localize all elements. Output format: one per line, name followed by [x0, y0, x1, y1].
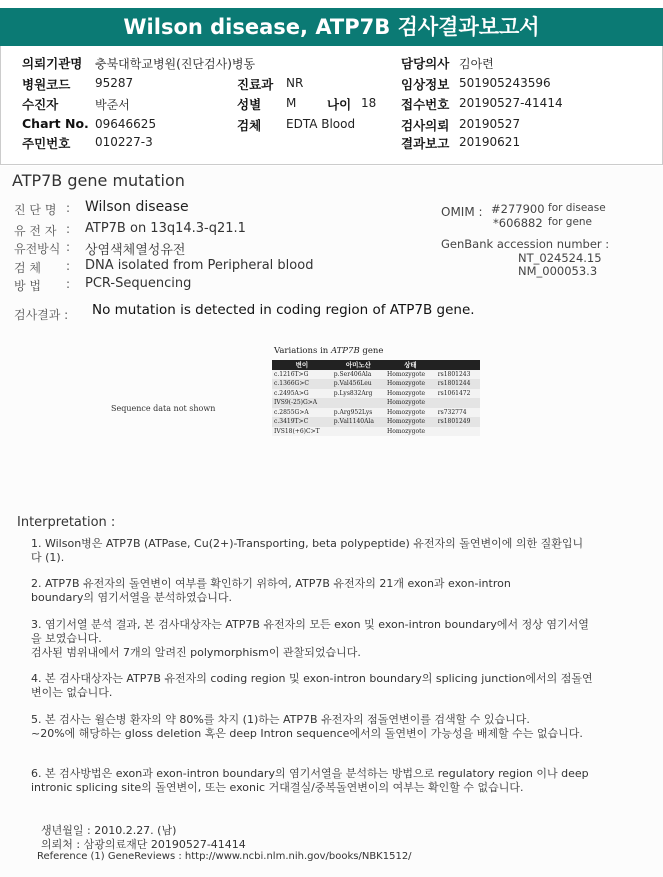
variations-body [272, 370, 480, 437]
chart-label: Chart No. [22, 116, 89, 131]
variation-cell: p.Arg952Lys [332, 408, 385, 418]
age-value: 18 [361, 96, 377, 110]
variation-row [272, 417, 480, 427]
department-value: NR [286, 76, 304, 90]
variations-header-cell: 아미노산 [332, 360, 385, 370]
variations-title-gene: ATP7B [330, 346, 360, 356]
colon: : [66, 240, 71, 254]
receipt-value: 20190527-41414 [459, 96, 563, 110]
sex-label: 성별 [237, 97, 262, 112]
receipt-label: 접수번호 [401, 97, 450, 112]
variation-cell: Homozygote [385, 398, 436, 408]
omim-disease-note: for disease [548, 202, 606, 214]
request-date-label: 검사의뢰 [401, 118, 450, 133]
variation-cell: Homozygote [385, 408, 436, 418]
variation-cell: c.1366G>C [272, 379, 332, 389]
interpretation-paragraph-4: 4. 본 검사대상자는 ATP7B 유전자의 coding region 및 exon-intron boundary의 splicing junction에서의 점돌연변이는 없습니다. [31, 672, 593, 699]
omim-label: OMIM : [441, 205, 483, 219]
doctor-value: 김아련 [459, 57, 494, 71]
requester-line: 의뢰처 : 삼광의료재단 20190527-41414 [41, 838, 246, 851]
sex-value: M [286, 96, 297, 110]
genbank-accession-2: NM_000053.3 [518, 264, 598, 278]
birth-line: 생년월일 : 2010.2.27. (남) [41, 824, 177, 837]
specimen-row-label: 검 체 [14, 261, 41, 275]
variation-row [272, 408, 480, 418]
genbank-label: GenBank accession number : [441, 237, 610, 251]
variation-cell: c.2495A>G [272, 389, 332, 399]
variations-header-cell: 변이 [272, 360, 332, 370]
variation-row [272, 398, 480, 408]
variation-cell: Homozygote [385, 417, 436, 427]
variation-cell: Homozygote [385, 370, 436, 380]
section-title: ATP7B gene mutation [12, 171, 185, 190]
result-value: No mutation is detected in coding region of ATP7B gene. [92, 302, 475, 318]
omim-gene-note: for gene [548, 216, 593, 228]
department-label: 진료과 [237, 77, 274, 92]
specimen-label: 검체 [237, 118, 262, 133]
report-title: Wilson disease, ATP7B 검사결과보고서 [0, 8, 663, 46]
variation-cell: p.Lys832Arg [332, 389, 385, 399]
resident-value: 010227-3 [95, 135, 153, 149]
gene-label: 유 전 자 [14, 224, 57, 238]
variation-cell: p.Ser406Ala [332, 370, 385, 380]
variations-table-wrap [272, 360, 480, 436]
interpretation-paragraph-5: 5. 본 검사는 윌슨병 환자의 약 80%를 차지 (1)하는 ATP7B 유전자의 점돌연변이를 검색할 수 있습니다. ~20%에 해당하는 gloss deletion 혹은 deep Intron sequence에서의 돌연변이 가능성을 배제할 수는 없습니다. [31, 713, 583, 740]
report-date-value: 20190621 [459, 135, 521, 149]
variation-row [272, 389, 480, 399]
result-label: 검사결과 : [14, 308, 69, 322]
variation-row [272, 379, 480, 389]
variation-cell: rs1801243 [436, 370, 480, 380]
variation-cell: Homozygote [385, 427, 436, 437]
diagnosis-value: Wilson disease [85, 199, 189, 215]
variations-header-cell: 상태 [385, 360, 436, 370]
hospital-code-value: 95287 [95, 76, 134, 90]
genbank-accession-1: NT_024524.15 [518, 251, 602, 265]
interpretation-title: Interpretation : [17, 515, 116, 530]
variations-title-prefix: Variations in [274, 346, 331, 356]
variations-title [274, 346, 383, 356]
specimen-value: EDTA Blood [286, 117, 356, 131]
omim-disease-id: #277900 [491, 202, 545, 216]
variation-cell: Homozygote [385, 389, 436, 399]
variation-row [272, 427, 480, 437]
patient-value: 박준서 [95, 98, 130, 112]
colon: : [66, 259, 71, 273]
variations-header-row [272, 360, 480, 370]
diagnosis-label: 진 단 명 [14, 203, 57, 217]
colon: : [66, 222, 71, 236]
variation-cell: rs1801244 [436, 379, 480, 389]
variations-title-suffix: gene [359, 346, 384, 356]
patient-label: 수진자 [22, 97, 59, 112]
interpretation-paragraph-2: 2. ATP7B 유전자의 돌연변이 여부를 확인하기 위하여, ATP7B 유전자의 21개 exon과 exon-intron boundary의 염기서열을 분석하였습니다. [31, 577, 511, 604]
variations-header-cell [436, 360, 480, 370]
variation-cell: IVS9(-25)G>A [272, 398, 332, 408]
chart-value: 09646625 [95, 117, 157, 131]
variation-cell: c.2855G>A [272, 408, 332, 418]
colon: : [66, 201, 71, 215]
variations-table [272, 360, 480, 436]
variation-cell: c.1216T>G [272, 370, 332, 380]
method-value: PCR-Sequencing [85, 276, 192, 291]
variation-cell: p.Val456Leu [332, 379, 385, 389]
inheritance-label: 유전방식 [14, 242, 61, 256]
inheritance-value: 상염색체열성유전 [85, 243, 186, 258]
variation-cell: c.3419T>C [272, 417, 332, 427]
clinical-info-value: 501905243596 [459, 76, 551, 90]
variation-cell [332, 427, 385, 437]
gene-value: ATP7B on 13q14.3-q21.1 [85, 221, 246, 236]
variation-cell: IVS18(+6)C>T [272, 427, 332, 437]
variation-row [272, 370, 480, 380]
doctor-label: 담당의사 [401, 56, 450, 71]
institution-label: 의뢰기관명 [22, 56, 83, 71]
interpretation-paragraph-1: 1. Wilson병은 ATP7B (ATPase, Cu(2+)-Transporting, beta polypeptide) 유전자의 돌연변이에 의한 질환입니다 (1). [31, 537, 584, 564]
variation-cell: p.Val1140Ala [332, 417, 385, 427]
variation-cell [436, 427, 480, 437]
interpretation-paragraph-6: 6. 본 검사방법은 exon과 exon-intron boundary의 염기서열을 분석하는 방법으로 regulatory region 이나 deep intronic splicing site의 돌연변이, 또는 exonic 거대결실/중복돌연변이의 여부는 확인할 수 없습니다. [31, 767, 589, 794]
variation-cell: rs1801249 [436, 417, 480, 427]
report-date-label: 결과보고 [401, 136, 450, 151]
colon: : [66, 277, 71, 291]
variation-cell: rs732774 [436, 408, 480, 418]
omim-gene-id: *606882 [493, 216, 543, 230]
sequence-note: Sequence data not shown [111, 404, 216, 413]
variation-cell [332, 398, 385, 408]
age-label: 나이 [327, 97, 352, 112]
reference-line: Reference (1) GeneReviews : http://www.ncbi.nlm.nih.gov/books/NBK1512/ [37, 851, 412, 862]
variation-cell: Homozygote [385, 379, 436, 389]
institution-value: 충북대학교병원(진단검사)병동 [95, 57, 256, 71]
variation-cell [436, 398, 480, 408]
variation-cell: rs1061472 [436, 389, 480, 399]
interpretation-paragraph-3: 3. 염기서열 분석 결과, 본 검사대상자는 ATP7B 유전자의 모든 exon 및 exon-intron boundary에서 정상 염기서열을 보였습니다. 검사된 범위내에서 7개의 알려진 polymorphism이 관찰되었습니다. [31, 618, 589, 659]
resident-label: 주민번호 [22, 136, 71, 151]
specimen-row-value: DNA isolated from Peripheral blood [85, 258, 314, 273]
method-label: 방 법 [14, 279, 41, 293]
hospital-code-label: 병원코드 [22, 77, 71, 92]
request-date-value: 20190527 [459, 117, 521, 131]
clinical-info-label: 임상정보 [401, 77, 450, 92]
